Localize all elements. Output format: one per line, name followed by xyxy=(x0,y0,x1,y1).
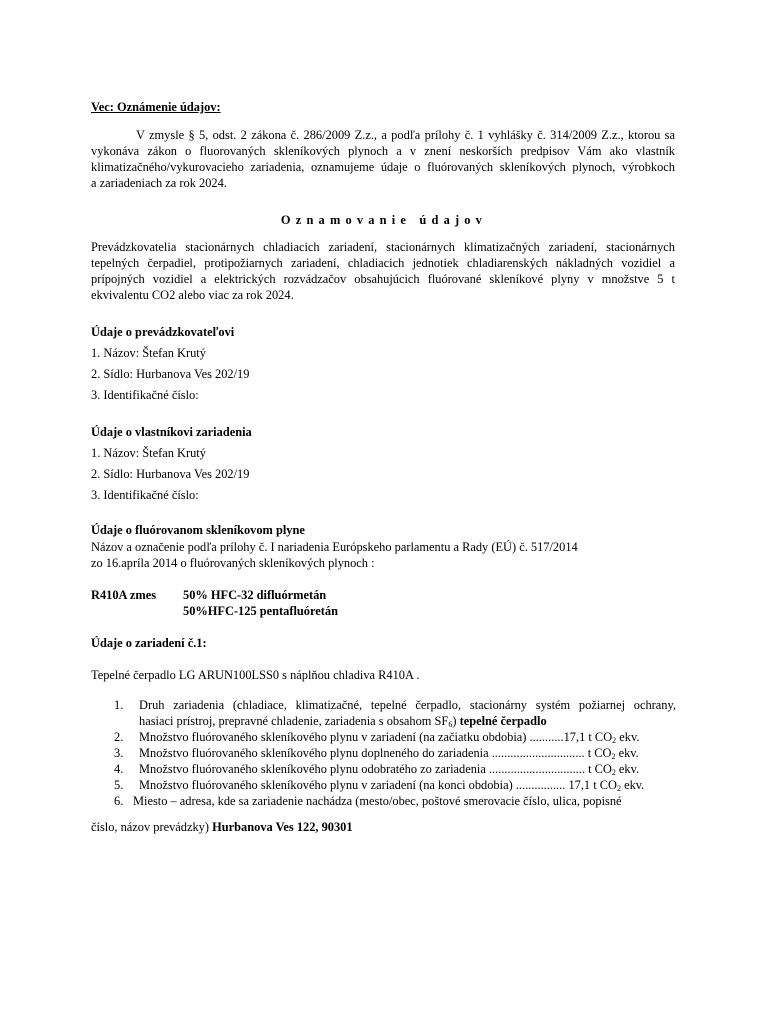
subject-line: Vec: Oznámenie údajov: xyxy=(91,100,221,114)
intro-paragraph xyxy=(91,127,675,191)
gas-regulation-line: zo 16.apríla 2014 o fluórovaných skleníkových plynoch : xyxy=(91,556,375,570)
operator-heading: Údaje o prevádzkovateľovi xyxy=(91,325,235,339)
item-text: Množstvo fluórovaného skleníkového plynu v zariadení (na začiatku obdobia) ...........17,1 t CO xyxy=(139,730,613,744)
list-item: hasiaci prístroj, prepravné chladenie, zariadenia s obsahom $SF_6$) tepelné čerpadlo xyxy=(139,714,547,729)
list-item: 3. Množstvo fluórovaného skleníkového plynu doplneného do zariadenia .............................. t $CO_2$ ekv. xyxy=(114,746,639,761)
operators-paragraph xyxy=(91,239,675,303)
operator-id: 3. Identifikačné číslo: xyxy=(91,388,199,402)
item-text: Množstvo fluórovaného skleníkového plynu v zariadení (na konci obdobia) ................ 17,1 t CO xyxy=(139,778,617,792)
operator-name: 1. Názov: Štefan Krutý xyxy=(91,346,206,360)
list-item: 5. Množstvo fluórovaného skleníkového plynu v zariadení (na konci obdobia) ................ 17,1 t $CO_2$ ekv. xyxy=(114,778,645,793)
list-item: 1. Druh zariadenia (chladiace, klimatizačné, tepelné čerpadlo, stacionárny systém požiarnej ochrany, xyxy=(114,698,676,712)
intro-line: vykonáva zákon o fluorovaných skleníkových plynoch a v znení neskorších predpisov Vám ako vlastník xyxy=(91,144,675,158)
para-line: Prevádzkovatelia stacionárnych chladiacich zariadení, stacionárnych klimatizačných zariadení, stacionárnych xyxy=(91,240,675,254)
subscript: 6 xyxy=(448,720,453,729)
item-text: Druh zariadenia (chladiace, klimatizačné, tepelné čerpadlo, stacionárny systém požiarnej ochrany, xyxy=(139,698,676,712)
intro-line: klimatizačného/vykurovacieho zariadenia, oznamujeme údaje o fluórovaných skleníkových plynoch, výrobkoch xyxy=(91,160,675,174)
gas-regulation-line: Názov a označenie podľa prílohy č. I nariadenia Európskeho parlamentu a Rady (EÚ) č. 517/2014 xyxy=(91,540,578,554)
item-text: Miesto – adresa, kde sa zariadenie nachádza (mesto/obec, poštové smerovacie číslo, ulica, popisné xyxy=(133,794,622,808)
location-value: Hurbanova Ves 122, 90301 xyxy=(212,820,353,834)
owner-seat: 2. Sídlo: Hurbanova Ves 202/19 xyxy=(91,467,250,481)
list-item: 6. Miesto – adresa, kde sa zariadenie nachádza (mesto/obec, poštové smerovacie číslo, ulica, popisné xyxy=(114,793,676,809)
para-line: prípojných vozidiel a elektrických rozvádzačov obsahujúcich fluórované skleníkové plyny v množstve 5 t xyxy=(91,272,675,286)
device-heading: Údaje o zariadení č.1: xyxy=(91,636,207,650)
owner-heading: Údaje o vlastníkovi zariadenia xyxy=(91,425,252,439)
owner-id: 3. Identifikačné číslo: xyxy=(91,488,199,502)
list-item: 2. Množstvo fluórovaného skleníkového plynu v zariadení (na začiatku obdobia) ...........17,1 t $CO_2$ ekv. xyxy=(114,730,640,745)
device-description: Tepelné čerpadlo LG ARUN100LSS0 s náplňou chladiva R410A . xyxy=(91,668,420,682)
device-type-value: tepelné čerpadlo xyxy=(459,714,547,728)
item-text: Množstvo fluórovaného skleníkového plynu doplneného do zariadenia .............................. t CO xyxy=(139,746,612,760)
item-text: Množstvo fluórovaného skleníkového plynu odobratého zo zariadenia ............................... t CO xyxy=(139,762,612,776)
owner-name: 1. Názov: Štefan Krutý xyxy=(91,446,206,460)
intro-line: a zariadeniach za rok 2024. xyxy=(91,176,227,190)
gas-heading: Údaje o fluórovanom skleníkovom plyne xyxy=(91,523,305,537)
refrigerant-component: 50%HFC-125 pentafluóretán xyxy=(183,604,338,618)
refrigerant-component: 50% HFC-32 difluórmetán xyxy=(183,588,327,602)
section-title: Oznamovanie údajov xyxy=(280,213,488,227)
location-line: číslo, názov prevádzky) Hurbanova Ves 122, 90301 xyxy=(91,820,353,834)
device-details-list xyxy=(114,697,676,809)
list-item: 4. Množstvo fluórovaného skleníkového plynu odobratého zo zariadenia ............................... t $CO_2$ ekv. xyxy=(114,762,640,777)
refrigerant-label: R410A zmes xyxy=(91,588,157,602)
item-text: hasiaci prístroj, prepravné chladenie, zariadenia s obsahom SF xyxy=(139,714,449,728)
intro-line: V zmysle § 5, odst. 2 zákona č. 286/2009 Z.z., a podľa prílohy č. 1 vyhlášky č. 314/2009 Z.z., ktorou sa xyxy=(136,128,675,142)
para-line: tepelných čerpadiel, protipožiarnych zariadení, chladiacich jednotiek chladiarenských nákladných vozidiel a xyxy=(91,256,675,270)
operator-seat: 2. Sídlo: Hurbanova Ves 202/19 xyxy=(91,367,250,381)
para-line: ekvivalentu CO2 alebo viac za rok 2024. xyxy=(91,288,294,302)
